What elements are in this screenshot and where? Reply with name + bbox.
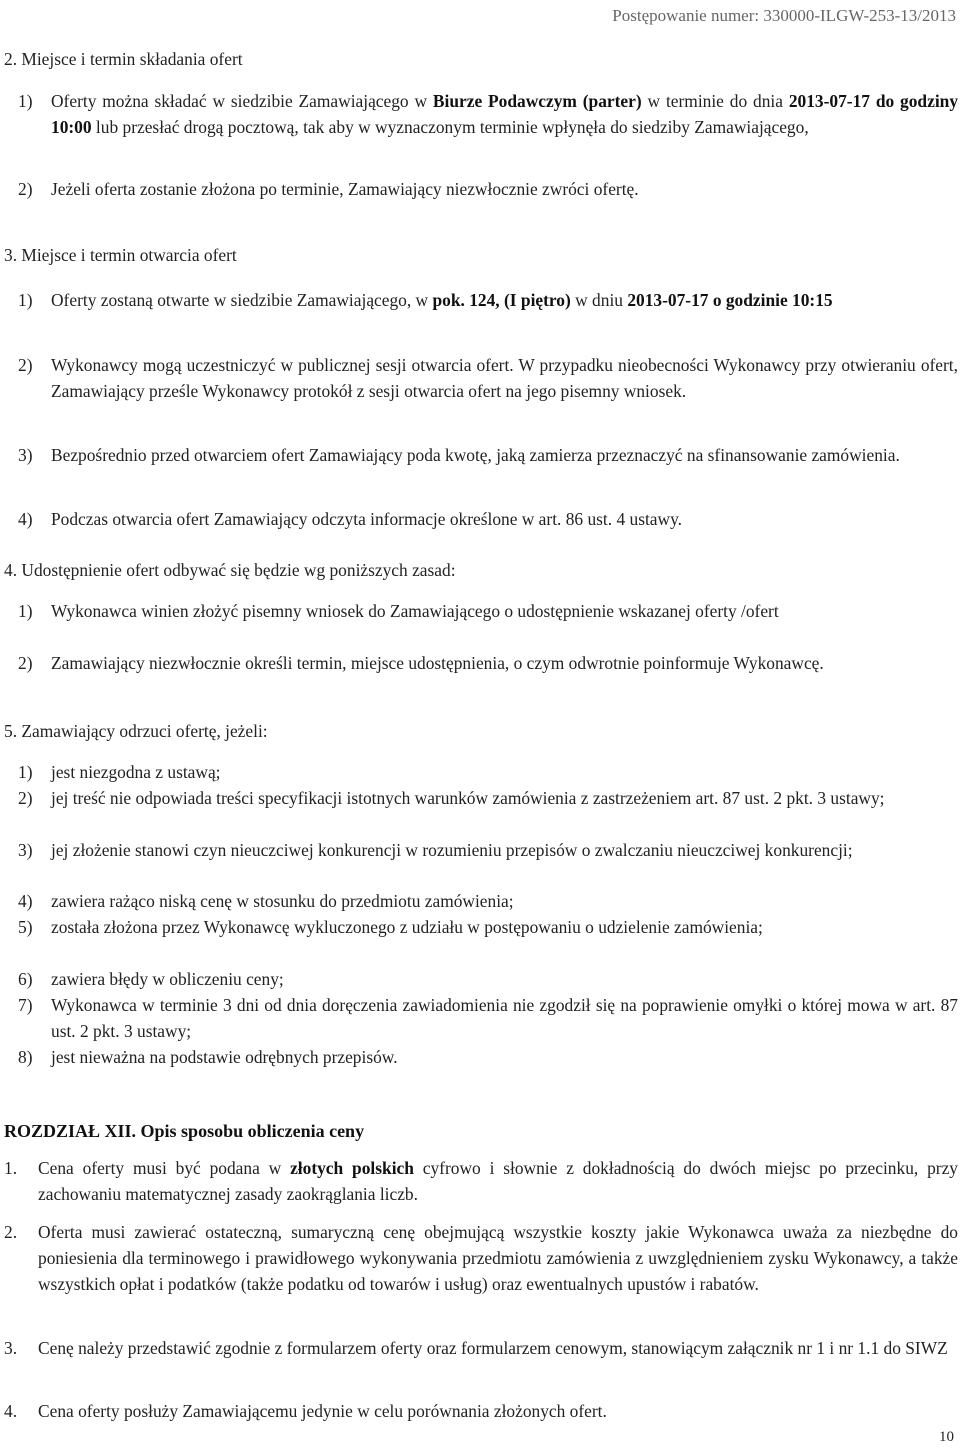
chapter-item-2: 2. Oferta musi zawierać ostateczną, sumaryczną cenę obejmującą wszystkie koszty jakie Wykonawca uważa za niezbędne do poniesienia dla terminowego i prawidłowego wykonywania przedmiotu zamówienia z uwzględnieniem zysku Wykonawcy, a także wszystkich opłat i podatków (także podatku od towarów i usług) oraz ewentualnych upustów i rabatów. (4, 1219, 958, 1297)
item-number: 2) (18, 355, 33, 375)
item-number: 5) (18, 917, 33, 937)
item-number: 7) (18, 995, 33, 1015)
item-number: 1) (18, 762, 33, 782)
section-5-item-6: 6) zawiera błędy w obliczeniu ceny; (18, 966, 958, 992)
section-5-item-3: 3) jej złożenie stanowi czyn nieuczciwej konkurencji w rozumieniu przepisów o zwalczaniu nieuczciwej konkurencji; (18, 837, 958, 863)
item-number: 4) (18, 509, 33, 529)
section-5-item-1: 1) jest niezgodna z ustawą; (18, 759, 958, 785)
section-3-item-3: 3) Bezpośrednio przed otwarciem ofert Zamawiający poda kwotę, jaką zamierza przeznaczyć na sfinansowanie zamówienia. (18, 442, 958, 468)
proceeding-number-header: Postępowanie numer: 330000-ILGW-253-13/2013 (612, 6, 956, 25)
item-number: 8) (18, 1047, 33, 1067)
item-number: 6) (18, 969, 33, 989)
chapter-item-4: 4. Cena oferty posłuży Zamawiającemu jedynie w celu porównania złożonych ofert. (4, 1398, 958, 1424)
section-5-heading: 5. Zamawiający odrzuci ofertę, jeżeli: (4, 721, 268, 741)
item-number: 4) (18, 891, 33, 911)
section-4-item-1: 1) Wykonawca winien złożyć pisemny wniosek do Zamawiającego o udostępnienie wskazanej oferty /ofert (18, 598, 958, 624)
item-number: 3. (4, 1338, 18, 1358)
page-number: 10 (939, 1429, 954, 1445)
item-number: 2) (18, 653, 33, 673)
section-2-item-2: 2) Jeżeli oferta zostanie złożona po terminie, Zamawiający niezwłocznie zwróci ofertę. (18, 176, 958, 202)
section-3-item-2: 2) Wykonawcy mogą uczestniczyć w publicznej sesji otwarcia ofert. W przypadku nieobecności Wykonawcy przy otwieraniu ofert, Zamawiający prześle Wykonawcy protokół z sesji otwarcia ofert na jego pisemny wniosek. (18, 352, 958, 404)
item-number: 1) (18, 91, 33, 111)
item-number: 2. (4, 1222, 18, 1242)
item-number: 2) (18, 788, 33, 808)
item-number: 4. (4, 1401, 18, 1421)
item-number: 1) (18, 601, 33, 621)
section-5-item-7: 7) Wykonawca w terminie 3 dni od dnia doręczenia zawiadomienia nie zgodził się na poprawienie omyłki o której mowa w art. 87 ust. 2 pkt. 3 ustawy; (18, 992, 958, 1044)
section-5-item-2: 2) jej treść nie odpowiada treści specyfikacji istotnych warunków zamówienia z zastrzeżeniem art. 87 ust. 2 pkt. 3 ustawy; (18, 785, 958, 811)
item-number: 3) (18, 840, 33, 860)
section-3-item-1: 1) Oferty zostaną otwarte w siedzibie Zamawiającego, w pok. 124, (I piętro) w dniu 2013-07-17 o godzinie 10:15 (18, 287, 958, 313)
section-2-heading: 2. Miejsce i termin składania ofert (4, 49, 243, 69)
chapter-title: ROZDZIAŁ XII. Opis sposobu obliczenia ceny (4, 1121, 365, 1141)
section-3-heading: 3. Miejsce i termin otwarcia ofert (4, 245, 237, 265)
item-number: 3) (18, 445, 33, 465)
item-number: 1. (4, 1158, 18, 1178)
section-3-item-4: 4) Podczas otwarcia ofert Zamawiający odczyta informacje określone w art. 86 ust. 4 ustawy. (18, 506, 958, 532)
item-number: 1) (18, 290, 33, 310)
section-5-item-5: 5) została złożona przez Wykonawcę wykluczonego z udziału w postępowaniu o udzielenie zamówienia; (18, 914, 958, 940)
chapter-item-1: 1. Cena oferty musi być podana w złotych polskich cyfrowo i słownie z dokładnością do dwóch miejsc po przecinku, przy zachowaniu matematycznej zasady zaokrąglania liczb. (4, 1155, 958, 1207)
section-4-heading: 4. Udostępnienie ofert odbywać się będzie wg poniższych zasad: (4, 560, 456, 580)
section-5-item-4: 4) zawiera rażąco niską cenę w stosunku do przedmiotu zamówienia; (18, 888, 958, 914)
section-5-item-8: 8) jest nieważna na podstawie odrębnych przepisów. (18, 1044, 958, 1070)
chapter-item-3: 3. Cenę należy przedstawić zgodnie z formularzem oferty oraz formularzem cenowym, stanowiącym załącznik nr 1 i nr 1.1 do SIWZ (4, 1335, 958, 1361)
section-4-item-2: 2) Zamawiający niezwłocznie określi termin, miejsce udostępnienia, o czym odwrotnie poinformuje Wykonawcę. (18, 650, 958, 676)
item-number: 2) (18, 179, 33, 199)
section-2-item-1: 1) Oferty można składać w siedzibie Zamawiającego w Biurze Podawczym (parter) w terminie do dnia 2013-07-17 do godziny 10:00 lub przesłać drogą pocztową, tak aby w wyznaczonym terminie wpłynęła do siedziby Zamawiającego, (18, 88, 958, 140)
